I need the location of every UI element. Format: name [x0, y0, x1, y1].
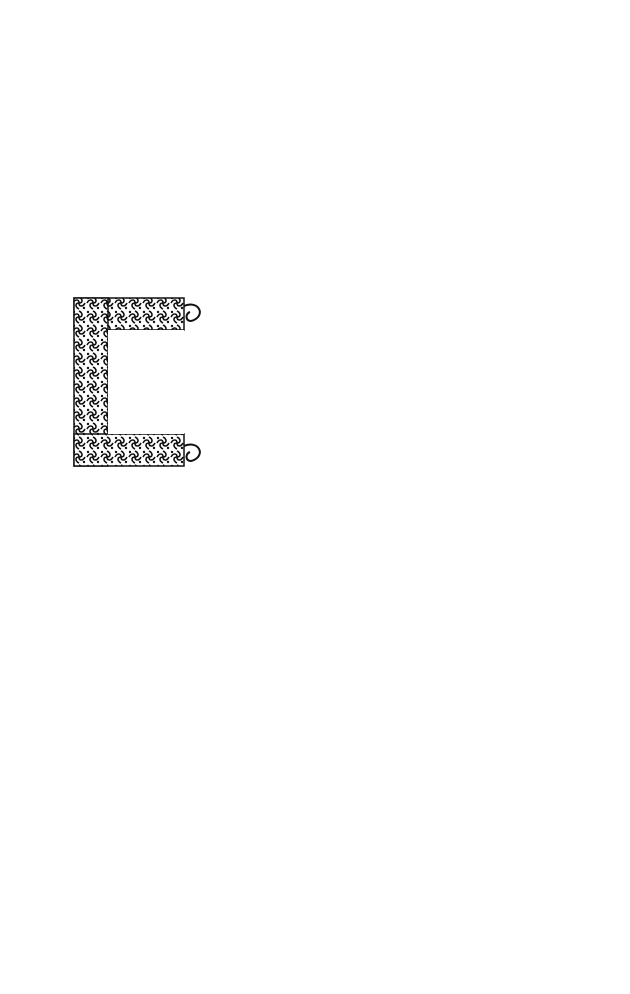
drop-cap-ornament-icon — [72, 296, 248, 468]
wrap-indent-line-block — [300, 460, 554, 481]
text-line — [300, 460, 554, 481]
ornamental-drop-cap — [72, 296, 248, 468]
